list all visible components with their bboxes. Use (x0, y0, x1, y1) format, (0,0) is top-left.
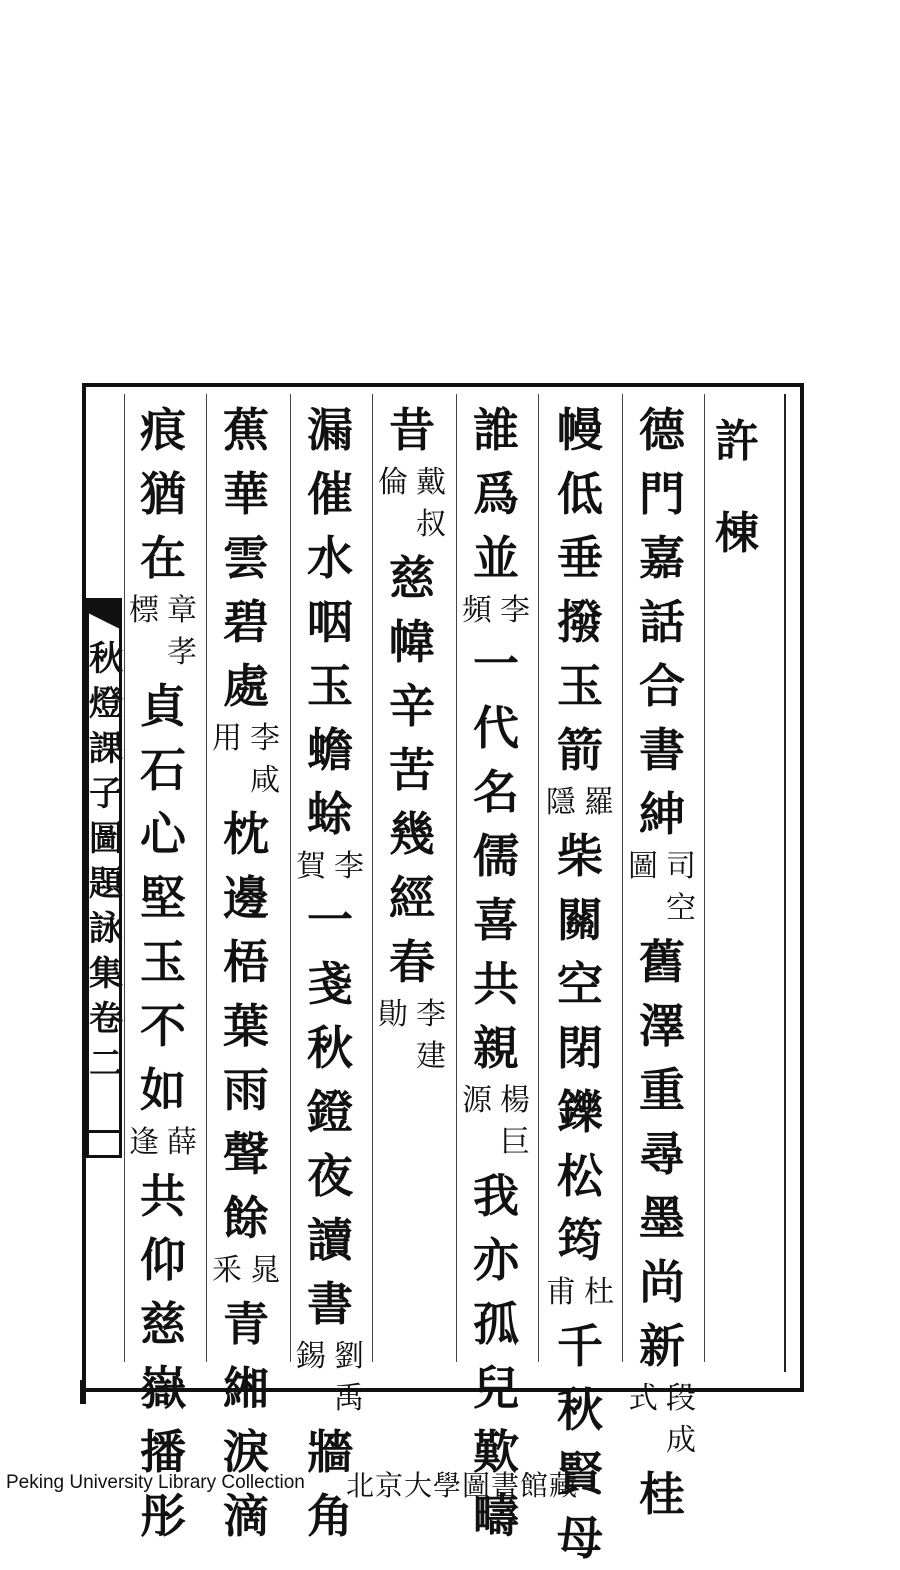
footer-chinese: 北京大學圖書館藏 (346, 1469, 579, 1502)
column-separator (538, 394, 539, 1362)
title-column (712, 410, 782, 566)
title-text (712, 410, 762, 566)
footer-english: Peking University Library Collection (6, 1472, 305, 1493)
fishtail-mark (86, 598, 122, 638)
main-text: 誰 爲 並 (473, 403, 519, 585)
attribution-note: 李 頻 (462, 593, 530, 628)
attribution-note: 李 賀 (296, 849, 364, 884)
attribution-note: 章 孝 標 (129, 593, 197, 670)
footer (0, 1462, 900, 1502)
attribution-note: 楊 巨 源 (462, 1083, 530, 1160)
main-text: 共 仰 慈 嶽 播 彤 (140, 1169, 186, 1543)
main-text: 枕 邊 梧 葉 雨 聲 餘 (223, 807, 269, 1245)
text-column (622, 398, 702, 1521)
main-text: 牆 角 (307, 1425, 353, 1543)
main-text: 貞 石 心 堅 玉 不 如 (140, 679, 186, 1117)
main-text: 柴 關 空 閉 鑠 松 筠 (557, 829, 603, 1267)
main-text: 痕 猶 在 (140, 403, 186, 585)
attribution-note: 杜 甫 (546, 1275, 614, 1310)
main-text: 德 門 嘉 話 合 書 紳 (639, 403, 685, 841)
inner-border-rule (784, 394, 786, 1372)
main-text: 漏 催 水 咽 玉 蟾 蜍 (307, 403, 353, 841)
main-text: 舊 澤 重 尋 墨 尚 新 (639, 935, 685, 1373)
text-column (206, 398, 286, 1543)
attribution-note: 劉 禹 錫 (296, 1339, 364, 1416)
attribution-note: 戴 叔 倫 (378, 465, 446, 542)
text-column (456, 398, 536, 1543)
main-text: 青 緗 淚 滴 (223, 1297, 269, 1543)
attribution-note: 晁 釆 (212, 1253, 280, 1288)
main-text: 一 代 名 儒 喜 共 親 (473, 637, 519, 1075)
block-center-text: 秋 燈 課 子 圖 題 詠 集 卷 二 (89, 639, 123, 1084)
block-center-rule (86, 1130, 122, 1133)
attribution-note: 李 咸 用 (212, 721, 280, 798)
attribution-note: 段 成 式 (628, 1381, 696, 1458)
text-column (540, 398, 620, 1565)
block-center (86, 598, 122, 1158)
main-text: 千 秋 賢 母 (557, 1319, 603, 1565)
main-text: 一 戔 秋 鐙 夜 讀 書 (307, 893, 353, 1331)
attribution-note: 羅 隱 (546, 785, 614, 820)
attribution-note: 司 空 圖 (628, 849, 696, 926)
main-text: 桂 (639, 1467, 685, 1521)
attribution-note: 薛 逢 (129, 1125, 197, 1160)
main-text: 幔 低 垂 撥 玉 箭 (557, 403, 603, 777)
main-text: 昔 (389, 403, 435, 457)
border-extension (80, 1380, 86, 1404)
attribution-note: 李 建 勛 (378, 997, 446, 1074)
text-column (123, 398, 203, 1543)
title-char: 許 (715, 416, 759, 467)
main-text: 蕉 華 雲 碧 處 (223, 403, 269, 713)
text-column (372, 398, 452, 1368)
title-char: 棟 (715, 508, 759, 559)
main-text: 慈 幃 辛 苦 幾 經 春 (389, 551, 435, 989)
text-column (290, 398, 370, 1543)
column-separator (704, 394, 705, 1362)
main-text: 我 亦 孤 兒 歎 疇 (473, 1169, 519, 1543)
